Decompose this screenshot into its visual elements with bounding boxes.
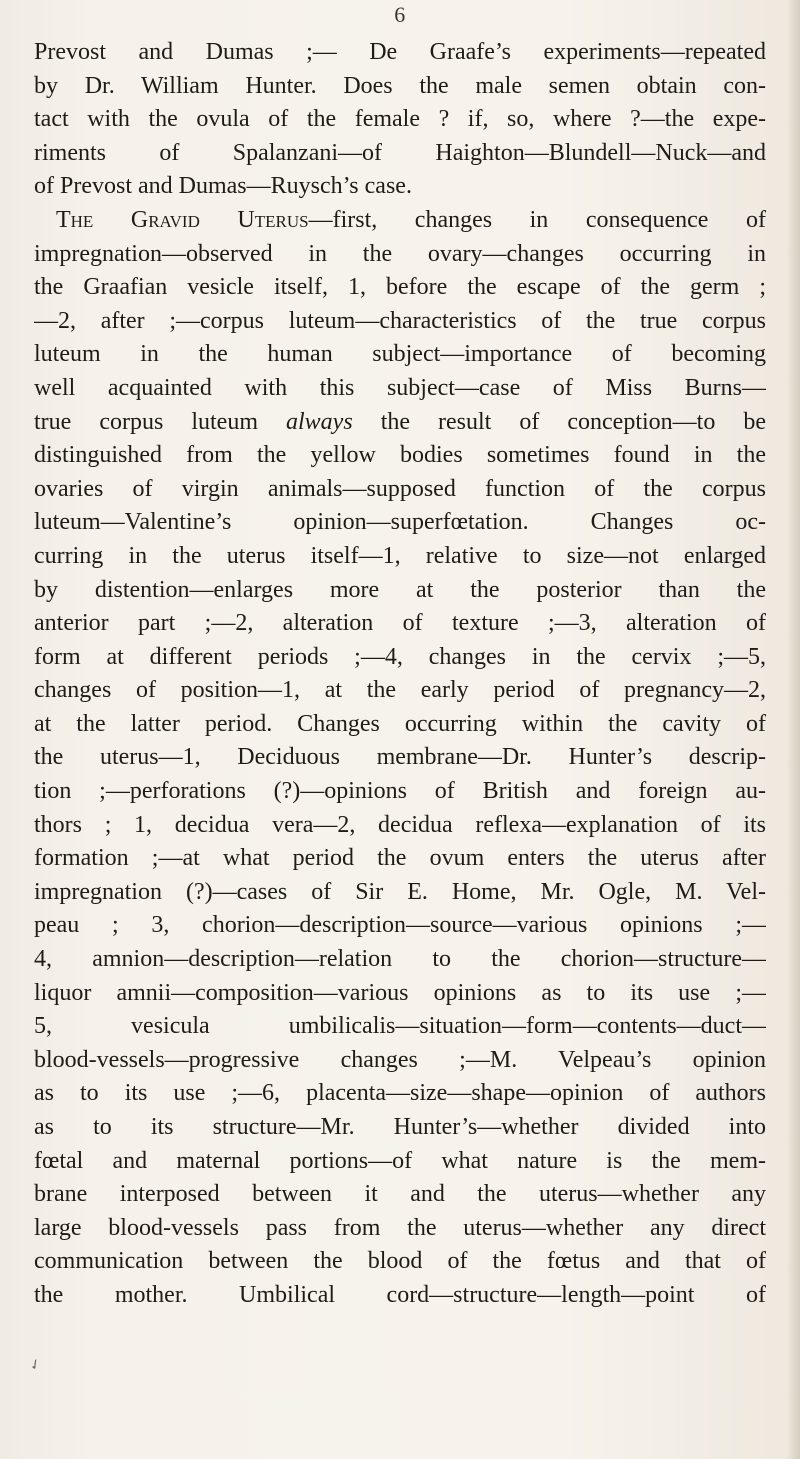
text-line-10: luteum in the human subject—importance of becoming — [34, 341, 766, 368]
text-line-27: peau ; 3, chorion—description—source—various opinions ;— — [34, 912, 766, 939]
text-line-9: —2, after ;—corpus luteum—characteristics of the true corpus — [34, 307, 766, 334]
text-line-6-rest: —first, changes in consequence of — [308, 206, 766, 233]
text-line-24: thors ; 1, decidua vera—2, decidua reflexa—explanation of its — [34, 811, 766, 838]
text-line-12-after: the result of conception—to be — [352, 408, 766, 435]
text-line-29: liquor amnii—composition—various opinions as to its use ;— — [34, 979, 766, 1006]
text-line-37: communication between the blood of the fœtus and that of — [34, 1248, 766, 1275]
emphasis-always: always — [286, 408, 353, 435]
text-line-16: curring in the uterus itself—1, relative to size—not enlarged — [34, 542, 766, 569]
text-line-35: brane interposed between it and the uterus—whether any — [34, 1181, 766, 1208]
text-line-36: large blood-vessels pass from the uterus—whether any direct — [34, 1214, 766, 1241]
text-line-12-before: true corpus luteum — [34, 408, 286, 435]
body-text — [34, 36, 766, 1313]
text-line-7: impregnation—observed in the ovary—changes occurring in — [34, 240, 766, 267]
text-line-11: well acquainted with this subject—case of Miss Burns— — [34, 374, 766, 401]
text-line-22: the uterus—1, Deciduous membrane—Dr. Hunter’s descrip- — [34, 744, 766, 771]
text-line-28: 4, amnion—description—relation to the chorion—structure— — [34, 946, 766, 973]
section-heading-gravid-uterus: The Gravid Uterus — [56, 206, 309, 233]
text-line-1: Prevost and Dumas ;— De Graafe’s experiments—repeated — [34, 39, 766, 65]
text-line-26: impregnation (?)—cases of Sir E. Home, Mr. Ogle, M. Vel- — [34, 878, 766, 905]
text-line-25: formation ;—at what period the ovum enters the uterus after — [34, 845, 766, 872]
text-line-4: riments of Spalanzani—of Haighton—Blundell—Nuck—and — [34, 139, 766, 166]
text-line-23: tion ;—perforations (?)—opinions of British and foreign au- — [34, 778, 766, 805]
text-line-21: at the latter period. Changes occurring within the cavity of — [34, 710, 766, 737]
text-line-19: form at different periods ;—4, changes in the cervix ;—5, — [34, 643, 766, 670]
text-line-2: by Dr. William Hunter. Does the male semen obtain con- — [34, 72, 766, 99]
page-edge-shadow — [786, 0, 800, 1459]
text-line-14: ovaries of virgin animals—supposed function of the corpus — [34, 475, 766, 502]
text-line-30: 5, vesicula umbilicalis—situation—form—contents—duct— — [34, 1013, 766, 1040]
text-line-38: the mother. Umbilical cord—structure—length—point of — [34, 1281, 766, 1308]
text-line-6 — [34, 204, 766, 238]
text-line-8: the Graafian vesicle itself, 1, before the escape of the germ ; — [34, 274, 766, 301]
text-line-18: anterior part ;—2, alteration of texture ;—3, alteration of — [34, 610, 766, 637]
text-line-33: as to its structure—Mr. Hunter’s—whether divided into — [34, 1114, 766, 1140]
text-line-34: fœtal and maternal portions—of what nature is the mem- — [34, 1147, 766, 1174]
text-line-12 — [34, 406, 766, 440]
text-line-5: of Prevost and Dumas—Ruysch’s case. — [34, 173, 412, 200]
text-line-3: tact with the ovula of the female ? if, so, where ?—the expe- — [34, 106, 766, 133]
text-line-20: changes of position—1, at the early period of pregnancy—2, — [34, 677, 766, 704]
text-line-13: distinguished from the yellow bodies sometimes found in the — [34, 442, 766, 469]
text-line-32: as to its use ;—6, placenta—size—shape—opinion of authors — [34, 1080, 766, 1107]
text-line-17: by distention—enlarges more at the posterior than the — [34, 576, 766, 603]
stray-ink-mark: ✓ — [27, 1356, 45, 1375]
page-number: 6 — [394, 2, 406, 27]
text-line-31: blood-vessels—progressive changes ;—M. Velpeau’s opinion — [34, 1046, 766, 1073]
text-line-15: luteum—Valentine’s opinion—superfœtation. Changes oc- — [34, 509, 766, 536]
